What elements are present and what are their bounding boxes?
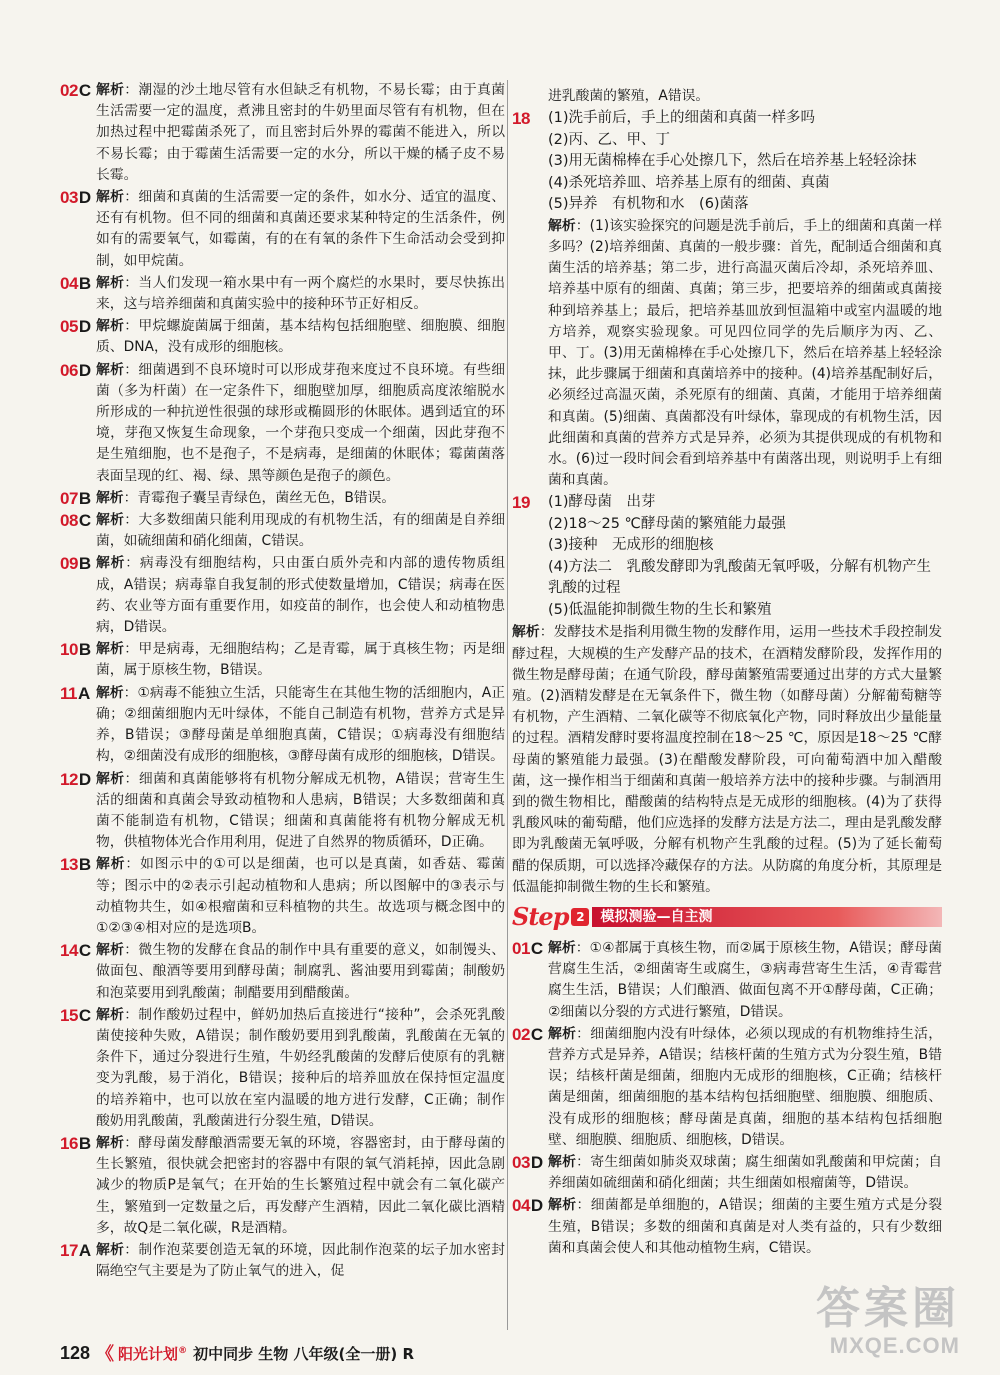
question-number <box>512 1024 548 1045</box>
explanation-label: 解析 <box>96 856 126 873</box>
answer-item <box>60 639 505 681</box>
answer-choice: D <box>78 769 91 789</box>
question-number <box>60 1240 96 1261</box>
answer-item <box>60 1133 505 1239</box>
explanation-label: 解析 <box>548 1197 577 1214</box>
answer-item <box>60 80 505 186</box>
answer-choice: C <box>530 1024 543 1044</box>
explanation-label: 解析 <box>96 189 125 206</box>
question-index: 08 <box>60 511 78 531</box>
answer-choice: A <box>78 1240 91 1260</box>
page-number: 128 <box>60 1342 91 1363</box>
question-index: 04 <box>512 1196 530 1216</box>
question-index: 14 <box>60 941 78 961</box>
explanation-label: 解析 <box>96 318 125 335</box>
answer-line: (1)酵母菌 出芽 <box>548 494 656 511</box>
question-index: 04 <box>60 273 78 293</box>
question-number <box>60 187 96 208</box>
explanation-label: 解析 <box>96 1134 125 1151</box>
explanation <box>548 1024 942 1151</box>
explanation-text: ：甲是病毒，无细胞结构；乙是青霉，属于真核生物；丙是细菌，属于原核生物，B错误。 <box>96 641 506 679</box>
explanation-text: ：酵母菌发酵酿酒需要无氧的环境，容器密封，由于酵母菌的生长繁殖，很快就会把密封的容器中有限的氧气消耗掉，因此急剧减少的物质P是氧气；在开始的生长繁殖过程中就会有二氧化碳产生，繁殖到一定数量之后，再发酵产生酒精，因此二氧化碳比酒精多，故Q是二氧化碳，R是酒精。 <box>96 1134 506 1236</box>
answer-choice: C <box>78 511 91 531</box>
explanation-text: ：微生物的发酵在食品的制作中具有重要的意义，如制馒头、做面包、酿酒等要用到酵母菌；制腐乳、酱油要用到霉菌；制酸奶和泡菜要用到乳酸菌；制醋要用到醋酸菌。 <box>96 942 506 1001</box>
explanation-label: 解析 <box>96 684 124 701</box>
answer-item <box>60 316 505 358</box>
answer-line: (2)丙、乙、甲、丁 <box>548 131 671 148</box>
explanation-label: 解析 <box>548 1025 577 1042</box>
explanation <box>548 1152 942 1194</box>
explanation <box>96 1240 505 1282</box>
explanation <box>96 187 505 272</box>
explanation <box>548 938 942 1023</box>
explanation <box>96 316 505 358</box>
question-index: 03 <box>60 188 78 208</box>
explanation-text: ：寄生细菌如肺炎双球菌；腐生细菌如乳酸菌和甲烷菌；自养细菌如硫细菌和硝化细菌；共生细菌如根瘤菌等，D错误。 <box>548 1154 943 1192</box>
explanation-label: 解析 <box>548 217 576 234</box>
answer-item <box>60 360 505 487</box>
explanation-label: 解析 <box>96 489 124 506</box>
explanation-label: 解析 <box>96 82 125 98</box>
question-number <box>60 769 96 790</box>
answer-choice: B <box>78 855 91 875</box>
step2-answers <box>512 938 942 1259</box>
answer-item <box>60 510 505 552</box>
answer-item <box>60 187 505 272</box>
explanation-label: 解析 <box>96 512 125 529</box>
question-number: 18 <box>512 109 530 129</box>
explanation-text: ：病毒没有细胞结构，只由蛋白质外壳和内部的遗传物质组成，A错误；病毒靠自我复制的形式使数量增加，C错误；病毒在医药、农业等方面有重要作用，如疫苗的制作，也会使人和动植物患病，D错误。 <box>96 555 506 636</box>
watermark <box>816 1285 960 1359</box>
answer-item <box>60 553 505 638</box>
question-19 <box>512 492 942 621</box>
answer-line: (5)异养 有机物和水 (6)菌落 <box>548 196 749 213</box>
brand-text: 阳光计划 <box>118 1344 179 1363</box>
explanation-text: ：制作泡菜要创造无氧的环境，因此制作泡菜的坛子加水密封隔绝空气主要是为了防止氧气的进入，促 <box>96 1241 506 1280</box>
explanation-text: ：细菌遇到不良环境时可以形成芽孢来度过不良环境。有些细菌（多为杆菌）在一定条件下，细胞壁加厚，细胞质高度浓缩脱水所形成的一种抗逆性很强的球形或椭圆形的休眠体。遇到适宜的环境，芽孢又恢复生命现象，一个芽孢只变成一个细菌，因此芽孢不是生殖细胞，也不是孢子，不是病毒，是细菌的休眠体；霉菌菌落表面呈现的红、褐、绿、黑等颜色是孢子的颜色。 <box>96 361 506 484</box>
explanation <box>96 639 505 681</box>
explanation-label: 解析 <box>96 770 125 787</box>
answer-item <box>60 273 505 315</box>
question-index: 02 <box>60 81 78 100</box>
answer-lines <box>548 108 942 216</box>
question-index: 07 <box>60 488 78 508</box>
question-index: 17 <box>60 1240 78 1260</box>
question-index: 13 <box>60 855 78 875</box>
chevron-icon: 《 <box>96 1344 115 1365</box>
explanation <box>96 510 505 552</box>
step-banner <box>512 904 942 930</box>
explanation <box>96 80 505 186</box>
question-index: 01 <box>512 938 530 958</box>
explanation-text: ：①病毒不能独立生活，只能寄生在其他生物的活细胞内，A正确；②细菌细胞内无叶绿体，不能自己制造有机物，营养方式是异养，B错误；③酵母菌是单细胞真菌，C错误；①病毒没有细胞结构，②细菌没有成形的细胞核，③酵母菌有成形的细胞核，D错误。 <box>96 684 505 765</box>
answer-line: (4)方法二 乳酸发酵即为乳酸菌无氧呼吸，分解有机物产生乳酸的过程 <box>548 558 932 597</box>
continuation-text: 进乳酸菌的繁殖，A错误。 <box>548 88 710 104</box>
explanation <box>96 1133 505 1239</box>
page-footer <box>60 1340 414 1366</box>
answer-choice: C <box>530 938 543 958</box>
answer-item <box>60 488 505 509</box>
question-number <box>60 1005 96 1026</box>
explanation-label: 解析 <box>96 361 125 378</box>
question-number <box>60 510 96 531</box>
explanation-text: ：制作酸奶过程中，鲜奶加热后直接进行“接种”，会杀死乳酸菌使接种失败，A错误；制作酸奶要用到乳酸菌，乳酸菌在无氧的条件下，通过分裂进行生殖，牛奶经乳酸菌的发酵后使原有的乳糖变为乳酸，易于消化，B错误；接种后的培养皿放在保持恒定温度的培养箱中，也可以放在室内温暖的地方进行发酵，C正确；制作酸奶用乳酸菌，乳酸菌进行分裂生殖，D错误。 <box>96 1006 506 1129</box>
answer-choice: D <box>530 1196 543 1216</box>
answer-line: (4)杀死培养皿、培养基上原有的细菌、真菌 <box>548 174 830 191</box>
left-column <box>60 80 505 1283</box>
answer-item <box>512 1152 942 1194</box>
answer-choice: B <box>78 273 91 293</box>
explanation-text: ：细菌都是单细胞的，A错误；细菌的主要生殖方式是分裂生殖，B错误；多数的细菌和真菌是对人类有益的，只有少数细菌和真菌会使人和其他动植物生病，C错误。 <box>548 1197 943 1256</box>
explanation-text: ：潮湿的沙土地尽管有水但缺乏有机物，不易长霉；由于真菌生活需要一定的温度，煮沸且密封的牛奶里面尽管有有机物，但在加热过程中把霉菌杀死了，而且密封后外界的霉菌不能进入，所以不易长霉；由于霉菌生活需要一定的水分，所以干燥的橘子皮不易长霉。 <box>96 82 506 183</box>
question-number <box>512 938 548 959</box>
explanation-label: 解析 <box>96 274 125 291</box>
question-index: 16 <box>60 1133 78 1153</box>
explanation-text: ：青霉孢子囊呈青绿色，菌丝无色，B错误。 <box>123 489 396 506</box>
answer-line: (5)低温能抑制微生物的生长和繁殖 <box>548 601 772 618</box>
answer-line: (3)用无菌棉棒在手心处擦几下，然后在培养基上轻轻涂抹 <box>548 153 917 170</box>
answer-choice: D <box>530 1153 543 1173</box>
explanation <box>96 854 505 939</box>
question-number <box>60 639 96 660</box>
explanation <box>512 622 942 898</box>
explanation <box>96 488 505 509</box>
answer-choice: A <box>77 683 90 703</box>
question-number <box>512 1195 548 1216</box>
explanation-text: ：(1)该实验探究的问题是洗手前后，手上的细菌和真菌一样多吗？(2)培养细菌、真菌的一般步骤：首先，配制适合细菌和真菌生活的培养基；第二步，进行高温灭菌后冷却，杀死培养皿、培养基中原有的细菌、真菌；第三步，把要培养的细菌或真菌接种到培养基上；最后，把培养基皿放到恒温箱中或室内温暖的地方培养，观察实验现象。可见四位同学的先后顺序为丙、乙、甲、丁。(3)用无菌棉棒在手心处擦几下，然后在培养基上轻轻涂抹，此步骤属于细菌和真菌培养中的接种。(4)培养基配制好后，必须经过高温灭菌，杀死原有的细菌、真菌，才能用于培养细菌和真菌。(5)细菌、真菌都没有叶绿体，靠现成的有机物生活，因此细菌和真菌的营养方式是异养，必须为其提供现成的有机物和水。(6)过一段时间会看到培养基中有菌落出现，则说明手上有细菌和真菌。 <box>548 217 943 489</box>
question-index: 06 <box>60 360 78 380</box>
question-number <box>60 488 96 509</box>
question-index: 03 <box>512 1153 530 1173</box>
continuation-line <box>512 86 942 107</box>
answer-line: (1)洗手前后，手上的细菌和真菌一样多吗 <box>548 110 816 127</box>
answer-item <box>60 683 505 768</box>
explanation-text: ：①④都属于真核生物，而②属于原核生物，A错误；酵母菌营腐生生活，②细菌寄生或腐生，③病毒营寄生生活，④青霉营腐生生活，B错误；人们酿酒、做面包离不开①酵母菌，C正确；②细菌以分裂的方式进行繁殖，D错误。 <box>548 939 943 1020</box>
question-number <box>60 80 96 101</box>
question-number <box>512 1152 548 1173</box>
step-title: 模拟测验—自主测 <box>592 907 942 927</box>
answer-item <box>60 1240 505 1282</box>
explanation-text: ：当人们发现一箱水果中有一两个腐烂的水果时，要尽快拣出来，这与培养细菌和真菌实验中的接种环节正好相反。 <box>96 274 506 313</box>
answer-choice: B <box>78 1133 91 1153</box>
answer-item <box>512 938 942 1023</box>
answer-choice: B <box>78 640 91 660</box>
question-index: 12 <box>60 769 78 789</box>
brand-name <box>118 1343 187 1364</box>
explanation-label: 解析 <box>96 641 125 658</box>
answer-choice: D <box>78 360 91 380</box>
answer-choice: D <box>78 317 91 337</box>
step-word: Step <box>512 902 569 932</box>
question-number <box>60 683 96 704</box>
explanation-text: ：大多数细菌只能利用现成的有机物生活，有的细菌是自养细菌，如硫细菌和硝化细菌，C错误。 <box>96 512 506 550</box>
question-index: 02 <box>512 1024 530 1044</box>
explanation-text: ：细菌细胞内没有叶绿体，必须以现成的有机物维持生活，营养方式是异养，A错误；结核杆菌的生殖方式为分裂生殖，B错误；结核杆菌是细菌，细胞内无成形的细胞核，C正确；结核杆菌是细菌，细菌细胞的基本结构包括细胞壁、细胞膜、细胞质、没有成形的细胞核；酵母菌是真菌，细胞的基本结构包括细胞壁、细胞膜、细胞质、细胞核，D错误。 <box>548 1025 943 1148</box>
answer-item <box>60 854 505 939</box>
question-number <box>60 360 96 381</box>
explanation <box>96 683 505 768</box>
explanation-text: ：细菌和真菌能够将有机物分解成无机物，A错误；营寄生生活的细菌和真菌会导致动植物和人患病，B错误；大多数细菌和真菌不能制造有机物，C错误；细菌和真菌能将有机物分解成无机物，供植物体光合作用利用，促进了自然界的物质循环，D正确。 <box>96 770 506 851</box>
question-number <box>60 273 96 294</box>
answer-item <box>60 940 505 1004</box>
question-index: 10 <box>60 640 78 660</box>
answer-choice: D <box>78 188 91 208</box>
watermark-url: MXQE.COM <box>829 1333 960 1358</box>
explanation-text: ：如图示中的①可以是细菌，也可以是真菌，如香菇、霉菌等；图示中的②表示引起动植物和人患病；所以图解中的③表示与动植物共生，如④根瘤菌和豆科植物的共生。故选项与概念图中的①②③④相对应的是选项B。 <box>96 856 506 936</box>
answer-choice: B <box>78 554 91 574</box>
explanation <box>96 553 505 638</box>
registered-mark: ® <box>178 1345 188 1356</box>
explanation-label: 解析 <box>96 1241 125 1258</box>
explanation-text: ：细菌和真菌的生活需要一定的条件，如水分、适宜的温度、还有有机物。但不同的细菌和真菌还要求某种特定的生活条件，例如有的需要氧气，如霉菌，有的在有氧的条件下生命活动会受到抑制，如甲烷菌。 <box>96 189 506 269</box>
answer-choice: C <box>78 1005 91 1025</box>
question-number <box>60 1133 96 1154</box>
question-index: 05 <box>60 317 78 337</box>
explanation <box>548 1195 942 1259</box>
explanation-text: ：发酵技术是指利用微生物的发酵作用，运用一些技术手段控制发酵过程，大规模的生产发酵产品的技术，在酒精发酵阶段，发挥作用的微生物是酵母菌；在通气阶段，酵母菌繁殖需要通过出芽的方式大量繁殖。(2)酒精发酵是在无氧条件下，微生物（如酵母菌）分解葡萄糖等有机物，产生酒精、二氧化碳等不彻底氧化产物，同时释放出少量能量的过程。酒精发酵时要将温度控制在18～25 ℃，原因是18～25 ℃酵母菌的繁殖能力最强。(3)在醋酸发酵阶段，可向葡萄酒中加入醋酸菌，这一操作相当于细菌和真菌一般培养方法中的接种步骤。与制酒用到的微生物相比，醋酸菌的结构特点是无成形的细胞核。(4)为了获得乳酸风味的葡萄醋，他们应选择的发酵方法是方法二，理由是乳酸发酵即为乳酸菌无氧呼吸，分解有机物产生乳酸的过程。(5)为了延长葡萄醋的保质期，可以选择冷藏保存的方法。从防腐的角度分析，其原理是低温能抑制微生物的生长和繁殖。 <box>512 624 943 895</box>
question-18 <box>512 108 942 491</box>
explanation-label: 解析 <box>96 942 125 959</box>
explanation-label: 解析 <box>96 555 126 572</box>
answer-item <box>512 1195 942 1259</box>
book-title: 初中同步 生物 八年级(全一册) R <box>193 1344 414 1363</box>
answer-item <box>60 1005 505 1132</box>
answer-lines <box>548 492 942 621</box>
question-number <box>60 553 96 574</box>
answer-item <box>60 769 505 854</box>
answer-line: (2)18～25 ℃酵母菌的繁殖能力最强 <box>548 515 786 532</box>
question-number <box>60 316 96 337</box>
question-number <box>60 854 96 875</box>
step-number: 2 <box>571 908 589 926</box>
explanation <box>96 360 505 487</box>
explanation <box>96 940 505 1004</box>
explanation <box>96 273 505 315</box>
question-number: 19 <box>512 493 530 513</box>
explanation-label: 解析 <box>96 1006 125 1023</box>
column-divider <box>507 80 508 1330</box>
explanation <box>96 769 505 854</box>
answer-choice: C <box>78 81 91 100</box>
explanation-label: 解析 <box>548 939 576 956</box>
question-index: 09 <box>60 554 78 574</box>
question-index: 11 <box>60 683 77 703</box>
answer-item <box>512 1024 942 1151</box>
question-number <box>60 940 96 961</box>
answer-line: (3)接种 无成形的细胞核 <box>548 537 714 554</box>
explanation-text: ：甲烷螺旋菌属于细菌，基本结构包括细胞壁、细胞膜、细胞质、DNA，没有成形的细胞核。 <box>96 318 506 356</box>
watermark-logo: 答案圈 <box>816 1283 960 1334</box>
explanation-label: 解析 <box>548 1154 577 1171</box>
explanation <box>548 216 942 492</box>
explanation <box>96 1005 505 1132</box>
question-index: 15 <box>60 1005 78 1025</box>
right-column <box>512 86 942 1260</box>
answer-choice: C <box>78 941 91 961</box>
answer-choice: B <box>78 488 91 508</box>
explanation-label: 解析 <box>512 624 540 641</box>
